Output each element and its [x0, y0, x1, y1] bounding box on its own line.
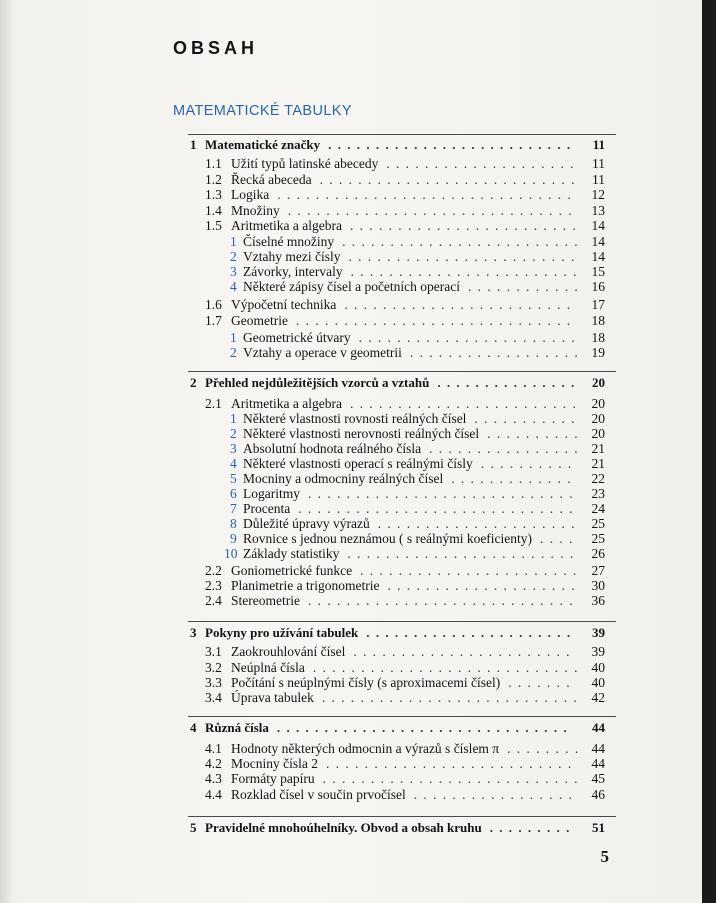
- toc-entry-page: 11: [592, 156, 605, 171]
- toc-entry[interactable]: [0, 234, 702, 250]
- toc-entry-title: Počítání s neúplnými čísly (s aproximacemi čísel): [231, 675, 501, 690]
- dot-leader: .............................: [298, 501, 579, 516]
- toc-entry[interactable]: [0, 771, 702, 787]
- toc-entry-number: 1: [230, 234, 237, 249]
- toc-entry-page: 25: [591, 531, 605, 546]
- toc-entry-title: Závorky, intervaly: [243, 264, 343, 279]
- toc-entry-number: 1.3: [205, 187, 222, 202]
- toc-entry-title: Geometrické útvary: [243, 330, 351, 345]
- toc-entry-page: 36: [591, 593, 605, 608]
- toc-entry[interactable]: [0, 625, 702, 641]
- toc-entry-number: 1.4: [205, 203, 222, 218]
- toc-entry-number: 4.2: [205, 756, 222, 771]
- toc-entry-title: Vztahy a operace v geometrii: [243, 345, 402, 360]
- toc-entry[interactable]: [0, 187, 702, 203]
- toc-entry-page: 39: [591, 644, 605, 659]
- dot-leader: ........................: [350, 264, 583, 279]
- toc-entry-title: Některé zápisy čísel a početních operací: [243, 279, 461, 294]
- dot-leader: ............................: [312, 660, 584, 675]
- dot-leader: .......................: [353, 644, 576, 659]
- toc-entry-page: 12: [591, 187, 605, 202]
- toc-entry-page: 20: [592, 375, 605, 390]
- toc-entry-title: Vztahy mezi čísly: [243, 249, 341, 264]
- toc-entry[interactable]: [0, 137, 702, 153]
- toc-entry-number: 2.2: [205, 563, 222, 578]
- dot-leader: .........: [489, 820, 576, 835]
- toc-entry[interactable]: [0, 741, 702, 757]
- toc-entry-page: 18: [591, 313, 605, 328]
- toc-entry-title: Neúplná čísla: [231, 660, 305, 675]
- section-subtitle: MATEMATICKÉ TABULKY: [173, 103, 352, 119]
- toc-entry-number: 4: [230, 279, 237, 294]
- toc-entry-title: Pravidelné mnohoúhelníky. Obvod a obsah kruhu: [205, 820, 482, 835]
- toc-entry-number: 1.6: [205, 297, 222, 312]
- contents-heading: OBSAH: [173, 38, 259, 58]
- dot-leader: .......: [508, 675, 576, 690]
- toc-entry-number: 3.3: [205, 675, 222, 690]
- toc-entry-page: 20: [591, 411, 605, 426]
- toc-entry-title: Přehled nejdůležitějších vzorců a vztahů: [205, 375, 430, 390]
- toc-entry-page: 39: [592, 625, 605, 640]
- dot-leader: ....: [540, 531, 579, 546]
- toc-entry-page: 42: [591, 690, 605, 705]
- toc-entry-title: Některé vlastnosti nerovnosti reálných čísel: [243, 426, 480, 441]
- dot-leader: ......................: [366, 625, 577, 640]
- toc-entry-number: 2.4: [205, 593, 222, 608]
- toc-entry[interactable]: [0, 313, 702, 329]
- dot-leader: ..................: [409, 345, 585, 360]
- toc-entry[interactable]: [0, 426, 702, 442]
- toc-entry-number: 3: [230, 441, 237, 456]
- toc-entry-number: 5: [190, 820, 197, 835]
- toc-entry-title: Množiny: [231, 203, 280, 218]
- dot-leader: ..........: [487, 426, 584, 441]
- toc-entry-page: 26: [591, 546, 605, 561]
- toc-entry[interactable]: [0, 297, 702, 313]
- dot-leader: ...........................: [321, 690, 584, 705]
- toc-entry-number: 1: [230, 411, 237, 426]
- dot-leader: ........: [507, 741, 585, 756]
- chapter-rule: [188, 716, 616, 717]
- toc-entry[interactable]: [0, 456, 702, 472]
- toc-entry[interactable]: [0, 375, 702, 391]
- toc-entry-title: Zaokrouhlování čísel: [231, 644, 346, 659]
- toc-entry-title: Formáty papíru: [231, 771, 315, 786]
- toc-entry-page: 14: [591, 234, 605, 249]
- toc-entry-title: Goniometrické funkce: [231, 563, 353, 578]
- toc-entry-page: 44: [591, 756, 605, 771]
- toc-entry-title: Aritmetika a algebra: [231, 218, 342, 233]
- dot-leader: ........................: [344, 297, 577, 312]
- toc-entry-title: Pokyny pro užívání tabulek: [205, 625, 359, 640]
- toc-entry-title: Geometrie: [231, 313, 288, 328]
- toc-entry-number: 3: [230, 264, 237, 279]
- toc-entry-page: 44: [591, 741, 605, 756]
- toc-entry-page: 27: [591, 563, 605, 578]
- toc-entry[interactable]: [0, 720, 702, 736]
- dot-leader: ....................: [387, 578, 581, 593]
- dot-leader: ....................: [386, 156, 580, 171]
- toc-entry-page: 22: [591, 471, 605, 486]
- toc-entry-title: Logaritmy: [243, 486, 300, 501]
- toc-entry-title: Některé vlastnosti rovnosti reálných čísel: [243, 411, 467, 426]
- toc-entry[interactable]: [0, 820, 702, 836]
- toc-entry-page: 11: [592, 137, 605, 152]
- dot-leader: .............: [451, 471, 577, 486]
- toc-entry-title: Aritmetika a algebra: [231, 396, 342, 411]
- toc-entry-number: 1.2: [205, 172, 222, 187]
- toc-entry-title: Rozklad čísel v součin prvočísel: [231, 787, 406, 802]
- toc-entry-number: 4.3: [205, 771, 222, 786]
- toc-entry[interactable]: [0, 546, 702, 562]
- toc-entry-page: 40: [591, 675, 605, 690]
- toc-entry-number: 4.1: [205, 741, 222, 756]
- toc-entry-page: 21: [591, 456, 605, 471]
- toc-entry-number: 2: [230, 426, 237, 441]
- toc-entry-page: 14: [591, 249, 605, 264]
- dot-leader: ..........................: [328, 137, 577, 152]
- dot-leader: ...............: [437, 375, 581, 390]
- toc-entry-number: 4.4: [205, 787, 222, 802]
- toc-entry-page: 21: [591, 441, 605, 456]
- toc-entry-page: 14: [591, 218, 605, 233]
- toc-entry-page: 44: [592, 720, 605, 735]
- toc-entry-page: 19: [591, 345, 605, 360]
- toc-entry[interactable]: [0, 501, 702, 517]
- toc-entry-page: 16: [591, 279, 605, 294]
- dot-leader: ........................: [349, 396, 583, 411]
- toc-entry-page: 25: [591, 516, 605, 531]
- dot-leader: .......................: [358, 330, 582, 345]
- dot-leader: ...........: [474, 411, 581, 426]
- toc-entry[interactable]: [0, 264, 702, 280]
- toc-entry[interactable]: [0, 531, 702, 547]
- toc-entry-page: 17: [591, 297, 605, 312]
- chapter-rule: [188, 816, 616, 817]
- toc-entry-number: 1.7: [205, 313, 222, 328]
- toc-entry-number: 3.1: [205, 644, 222, 659]
- toc-entry[interactable]: [0, 249, 702, 265]
- toc-entry-page: 20: [591, 396, 605, 411]
- dot-leader: ............................: [307, 593, 579, 608]
- dot-leader: ..........................: [325, 756, 578, 771]
- toc-entry[interactable]: [0, 516, 702, 532]
- toc-entry[interactable]: [0, 441, 702, 457]
- toc-entry-number: 3: [190, 625, 197, 640]
- chapter-rule: [188, 134, 616, 135]
- toc-entry-title: Některé vlastnosti operací s reálnými čísly: [243, 456, 473, 471]
- toc-entry-page: 51: [592, 820, 605, 835]
- toc-entry-number: 8: [230, 516, 237, 531]
- toc-entry[interactable]: [0, 644, 702, 660]
- toc-entry-title: Mocniny čísla 2: [231, 756, 318, 771]
- toc-entry-number: 2: [230, 249, 237, 264]
- toc-entry-number: 9: [230, 531, 237, 546]
- toc-entry[interactable]: [0, 396, 702, 412]
- toc-entry-title: Číselné množiny: [243, 234, 335, 249]
- toc-entry-page: 24: [591, 501, 605, 516]
- toc-entry-number: 4: [190, 720, 197, 735]
- toc-entry[interactable]: [0, 756, 702, 772]
- toc-entry-title: Logika: [231, 187, 270, 202]
- toc-entry[interactable]: [0, 279, 702, 295]
- toc-entry-title: Užití typů latinské abecedy: [231, 156, 379, 171]
- dot-leader: ........................: [348, 249, 581, 264]
- toc-entry[interactable]: [0, 486, 702, 502]
- toc-entry[interactable]: [0, 218, 702, 234]
- page-number: 5: [600, 847, 609, 866]
- toc-entry-title: Planimetrie a trigonometrie: [231, 578, 380, 593]
- dot-leader: .........................: [342, 234, 584, 249]
- toc-entry[interactable]: [0, 787, 702, 803]
- dot-leader: ...........................: [322, 771, 584, 786]
- toc-entry-number: 1.5: [205, 218, 222, 233]
- toc-entry-page: 30: [591, 578, 605, 593]
- toc-entry-number: 7: [230, 501, 237, 516]
- toc-entry-number: 2: [230, 345, 237, 360]
- toc-entry[interactable]: [0, 345, 702, 361]
- dot-leader: .......................: [360, 563, 583, 578]
- toc-entry[interactable]: [0, 675, 702, 691]
- dot-leader: ..............................: [287, 203, 578, 218]
- toc-entry[interactable]: [0, 203, 702, 219]
- toc-entry[interactable]: [0, 411, 702, 427]
- toc-entry-title: Hodnoty některých odmocnin a výrazů s číslem π: [231, 741, 500, 756]
- dot-leader: ............................: [307, 486, 579, 501]
- dot-leader: ..........: [480, 456, 578, 471]
- toc-entry-title: Úprava tabulek: [231, 690, 314, 705]
- toc-entry-number: 4: [230, 456, 237, 471]
- toc-entry-page: 11: [592, 172, 605, 187]
- toc-entry-number: 3.2: [205, 660, 222, 675]
- toc-entry-number: 2.3: [205, 578, 222, 593]
- toc-entry-title: Řecká abeceda: [231, 172, 312, 187]
- toc-entry-page: 46: [591, 787, 605, 802]
- toc-entry-number: 10: [224, 546, 238, 561]
- toc-entry-number: 2: [190, 375, 197, 390]
- dot-leader: ................: [429, 441, 584, 456]
- toc-entry-title: Mocniny a odmocniny reálných čísel: [243, 471, 444, 486]
- toc-entry[interactable]: [0, 660, 702, 676]
- toc-entry-page: 23: [591, 486, 605, 501]
- toc-entry-number: 5: [230, 471, 237, 486]
- toc-entry[interactable]: [0, 172, 702, 188]
- toc-entry[interactable]: [0, 330, 702, 346]
- toc-entry-number: 1.1: [205, 156, 222, 171]
- toc-entry-title: Stereometrie: [231, 593, 300, 608]
- dot-leader: ...........................: [319, 172, 581, 187]
- toc-entry-title: Různá čísla: [205, 720, 269, 735]
- dot-leader: ............: [468, 279, 585, 294]
- toc-entry-page: 40: [591, 660, 605, 675]
- toc-entry[interactable]: [0, 690, 702, 706]
- toc-entry-title: Důležité úpravy výrazů: [243, 516, 370, 531]
- toc-entry-number: 2.1: [205, 396, 222, 411]
- dot-leader: .....................: [377, 516, 581, 531]
- toc-entry-page: 18: [591, 330, 605, 345]
- toc-entry[interactable]: [0, 563, 702, 579]
- toc-entry-number: 1: [230, 330, 237, 345]
- toc-entry[interactable]: [0, 593, 702, 609]
- toc-entry-title: Absolutní hodnota reálného čísla: [243, 441, 422, 456]
- toc-entry-number: 3.4: [205, 690, 222, 705]
- dot-leader: .............................: [295, 313, 577, 328]
- dot-leader: ...............................: [277, 187, 578, 202]
- dot-leader: ........................: [349, 218, 583, 233]
- toc-entry-page: 45: [591, 771, 605, 786]
- dot-leader: ........................: [347, 546, 580, 561]
- toc-entry-number: 1: [190, 137, 197, 152]
- dot-leader: .................: [413, 787, 579, 802]
- toc-entry-number: 6: [230, 486, 237, 501]
- toc-entry[interactable]: [0, 578, 702, 594]
- toc-entry-title: Matematické značky: [205, 137, 321, 152]
- toc-entry-title: Základy statistiky: [243, 546, 340, 561]
- dot-leader: ...............................: [276, 720, 573, 735]
- toc-entry-title: Výpočetní technika: [231, 297, 337, 312]
- toc-entry[interactable]: [0, 471, 702, 487]
- toc-entry-title: Rovnice s jednou neznámou ( s reálnými koeficienty): [243, 531, 533, 546]
- toc-entry-page: 20: [591, 426, 605, 441]
- toc-entry[interactable]: [0, 156, 702, 172]
- toc-entry-page: 13: [591, 203, 605, 218]
- toc-entry-title: Procenta: [243, 501, 291, 516]
- chapter-rule: [188, 371, 616, 372]
- chapter-rule: [188, 621, 616, 622]
- toc-entry-page: 15: [591, 264, 605, 279]
